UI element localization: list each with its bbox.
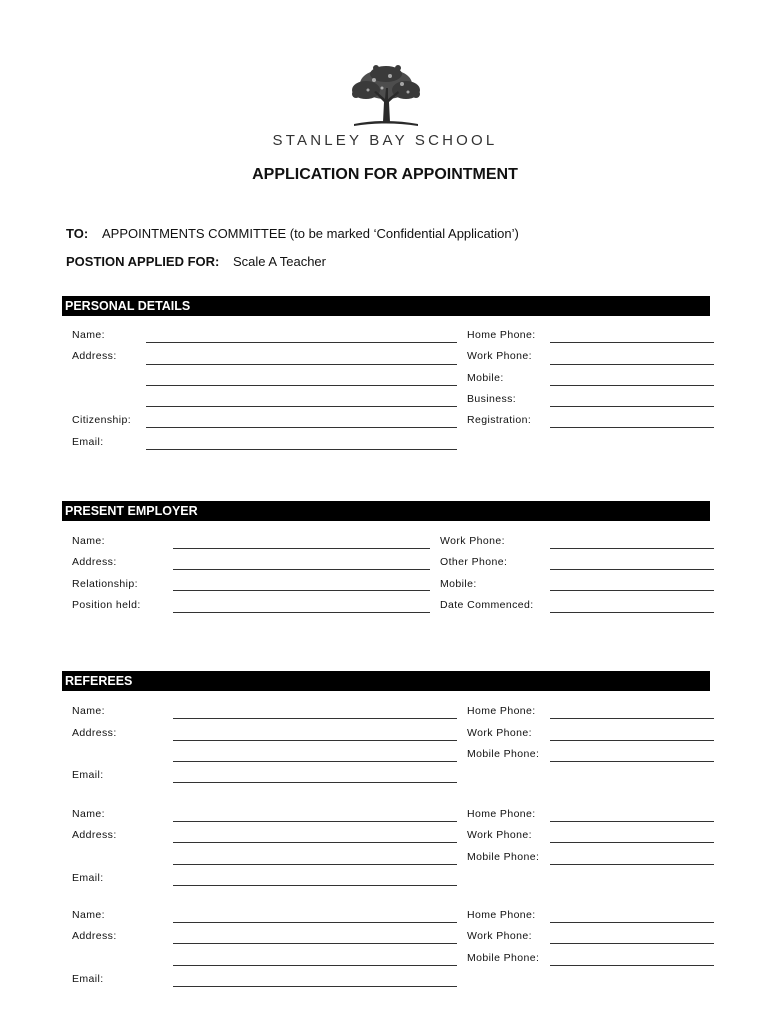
referee-3-work-phone-label: Work Phone: [467, 930, 532, 942]
referee-2-email-label: Email: [72, 872, 104, 884]
employer-position-held-field[interactable] [173, 612, 430, 613]
referee-2-mobile-phone-field[interactable] [550, 864, 714, 865]
referee-3-address-field-1[interactable] [173, 943, 457, 944]
personal-citizenship-field[interactable] [146, 427, 457, 428]
personal-address-field-2[interactable] [146, 385, 457, 386]
personal-address-field-3[interactable] [146, 406, 457, 407]
personal-business-field[interactable] [550, 406, 714, 407]
employer-other-phone-field[interactable] [550, 569, 714, 570]
referee-1-name-label: Name: [72, 705, 105, 717]
employer-relationship-label: Relationship: [72, 578, 138, 590]
personal-home-phone-field[interactable] [550, 342, 714, 343]
referee-2-work-phone-field[interactable] [550, 842, 714, 843]
to-label: TO: [66, 226, 89, 241]
referee-3-home-phone-field[interactable] [550, 922, 714, 923]
personal-work-phone-field[interactable] [550, 364, 714, 365]
referee-1-email-label: Email: [72, 769, 104, 781]
referee-1-name-field[interactable] [173, 718, 457, 719]
referee-1-home-phone-field[interactable] [550, 718, 714, 719]
form-title: APPLICATION FOR APPOINTMENT [252, 166, 518, 183]
personal-business-label: Business: [467, 393, 517, 405]
referee-2-home-phone-field[interactable] [550, 821, 714, 822]
personal-registration-field[interactable] [550, 427, 714, 428]
referee-1-work-phone-field[interactable] [550, 740, 714, 741]
employer-work-phone-field[interactable] [550, 548, 714, 549]
position-label: POSTION APPLIED FOR: [66, 254, 220, 269]
employer-position-held-label: Position held: [72, 599, 141, 611]
referee-3-email-label: Email: [72, 973, 104, 985]
referee-2-email-field[interactable] [173, 885, 457, 886]
referee-1-mobile-phone-label: Mobile Phone: [467, 748, 540, 760]
personal-address-label: Address: [72, 350, 117, 362]
employer-mobile-field[interactable] [550, 590, 714, 591]
referee-3-work-phone-field[interactable] [550, 943, 714, 944]
referee-1-address-field-2[interactable] [173, 761, 457, 762]
referee-3-mobile-phone-label: Mobile Phone: [467, 952, 540, 964]
personal-name-label: Name: [72, 329, 105, 341]
employer-date-commenced-label: Date Commenced: [440, 599, 534, 611]
referee-2-work-phone-label: Work Phone: [467, 829, 532, 841]
referee-3-address-label: Address: [72, 930, 117, 942]
employer-date-commenced-field[interactable] [550, 612, 714, 613]
personal-email-label: Email: [72, 436, 104, 448]
referee-1-work-phone-label: Work Phone: [467, 727, 532, 739]
personal-mobile-label: Mobile: [467, 372, 504, 384]
tree-icon [346, 64, 426, 130]
personal-address-field-1[interactable] [146, 364, 457, 365]
referee-3-home-phone-label: Home Phone: [467, 909, 536, 921]
referee-3-email-field[interactable] [173, 986, 457, 987]
personal-details-heading: PERSONAL DETAILS [62, 296, 710, 316]
personal-mobile-field[interactable] [550, 385, 714, 386]
referee-1-address-label: Address: [72, 727, 117, 739]
employer-name-field[interactable] [173, 548, 430, 549]
referee-2-home-phone-label: Home Phone: [467, 808, 536, 820]
referee-2-name-field[interactable] [173, 821, 457, 822]
present-employer-heading: PRESENT EMPLOYER [62, 501, 710, 521]
personal-name-field[interactable] [146, 342, 457, 343]
employer-work-phone-label: Work Phone: [440, 535, 505, 547]
referee-3-name-label: Name: [72, 909, 105, 921]
employer-address-label: Address: [72, 556, 117, 568]
personal-citizenship-label: Citizenship: [72, 414, 132, 426]
position-value: Scale A Teacher [233, 254, 326, 269]
employer-address-field[interactable] [173, 569, 430, 570]
referee-3-name-field[interactable] [173, 922, 457, 923]
referee-1-email-field[interactable] [173, 782, 457, 783]
referee-1-mobile-phone-field[interactable] [550, 761, 714, 762]
personal-registration-label: Registration: [467, 414, 532, 426]
referee-2-address-field-2[interactable] [173, 864, 457, 865]
referee-1-home-phone-label: Home Phone: [467, 705, 536, 717]
employer-other-phone-label: Other Phone: [440, 556, 508, 568]
referee-3-mobile-phone-field[interactable] [550, 965, 714, 966]
employer-name-label: Name: [72, 535, 105, 547]
referee-1-address-field-1[interactable] [173, 740, 457, 741]
to-value: APPOINTMENTS COMMITTEE (to be marked ‘Confidential Application’) [102, 226, 519, 241]
referee-2-name-label: Name: [72, 808, 105, 820]
employer-mobile-label: Mobile: [440, 578, 477, 590]
employer-relationship-field[interactable] [173, 590, 430, 591]
personal-home-phone-label: Home Phone: [467, 329, 536, 341]
personal-work-phone-label: Work Phone: [467, 350, 532, 362]
referee-3-address-field-2[interactable] [173, 965, 457, 966]
referee-2-address-field-1[interactable] [173, 842, 457, 843]
referees-heading: REFEREES [62, 671, 710, 691]
personal-email-field[interactable] [146, 449, 457, 450]
referee-2-mobile-phone-label: Mobile Phone: [467, 851, 540, 863]
school-name: STANLEY BAY SCHOOL [272, 132, 498, 149]
referee-2-address-label: Address: [72, 829, 117, 841]
